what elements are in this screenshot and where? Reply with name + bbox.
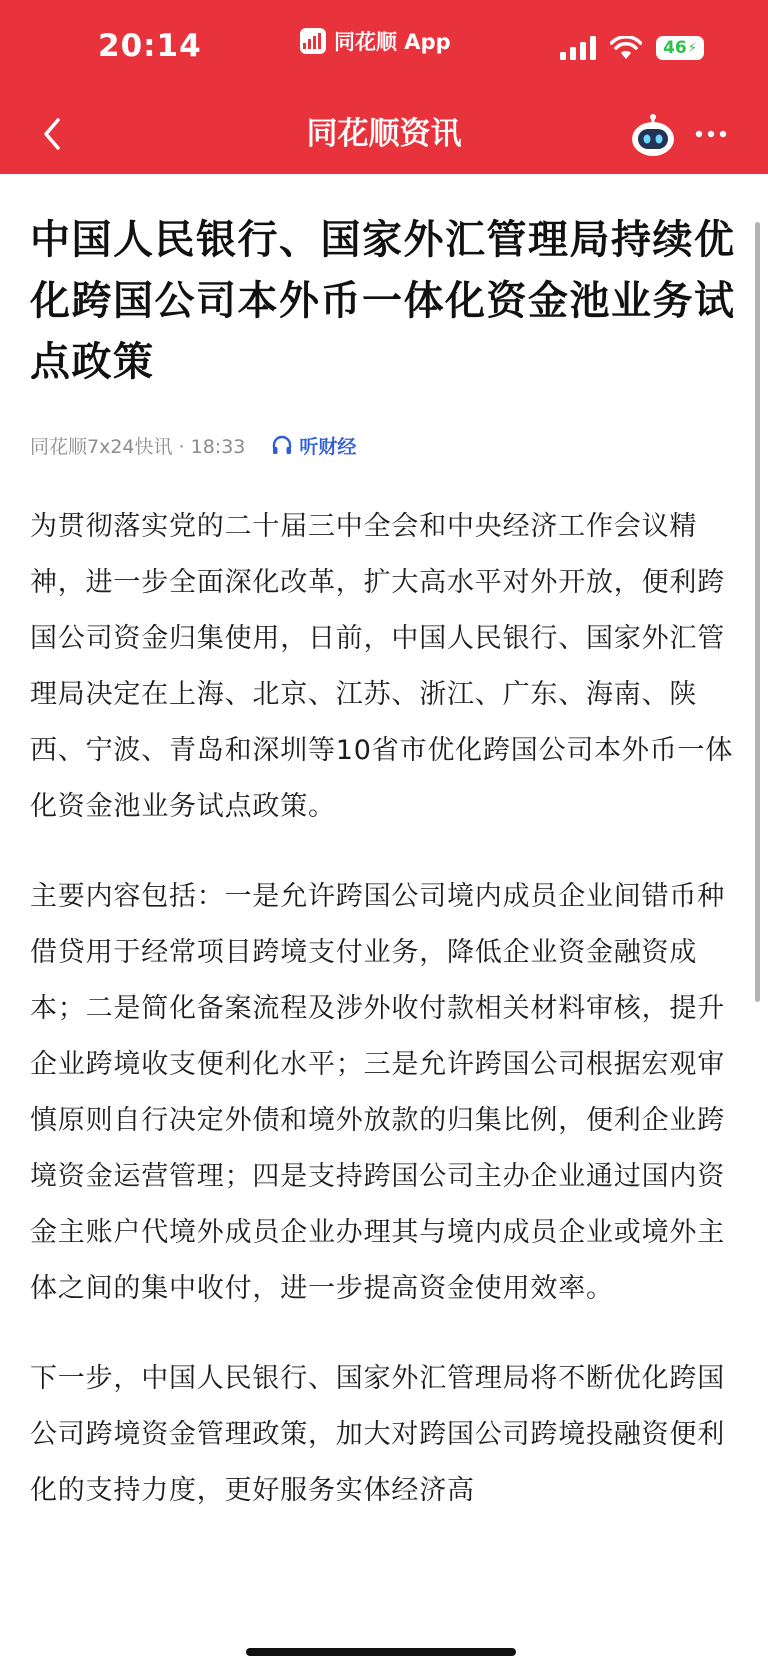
article-paragraph-3: 下一步，中国人民银行、国家外汇管理局将不断优化跨国公司跨境资金管理政策，加大对跨国公司跨境投融资便利化的支持力度，更好服务实体经济高	[30, 1363, 725, 1506]
battery-level: 46	[663, 37, 687, 58]
headphones-icon	[271, 434, 293, 456]
home-indicator[interactable]	[246, 1648, 516, 1656]
scrollbar[interactable]	[755, 222, 760, 1002]
article-paragraph-1: 为贯彻落实党的二十届三中全会和中央经济工作会议精神，进一步全面深化改革，扩大高水平对外开放，便利跨国公司资金归集使用，日前，中国人民银行、国家外汇管理局决定在上海、北京、江苏、浙江、广东、海南、陕西、宁波、青岛和深圳等10省市优化跨国公司本外币一体化资金池业务试点政策。	[30, 511, 734, 822]
listen-button[interactable]	[271, 432, 356, 459]
top-header	[0, 0, 768, 174]
signal-icon	[560, 36, 596, 60]
article-paragraph-2: 主要内容包括：一是允许跨国公司境内成员企业间错币种借贷用于经常项目跨境支付业务，降低企业资金融资成本；二是简化备案流程及涉外收付款相关材料审核，提升企业跨境收支便利化水平；三是允许跨国公司根据宏观审慎原则自行决定外债和境外放款的归集比例，便利企业跨境资金运营管理；四是支持跨国公司主办企业通过国内资金主账户代境外成员企业办理其与境内成员企业或境外主体之间的集中收付，进一步提高资金使用效率。	[30, 881, 725, 1304]
article-source-time: 同花顺7x24快讯 · 18:33	[30, 435, 246, 458]
robot-assistant-icon[interactable]	[630, 112, 676, 158]
status-time: 20:14	[98, 28, 202, 64]
app-logo-icon	[300, 28, 326, 54]
status-app-indicator	[300, 26, 451, 56]
status-indicators	[560, 36, 704, 60]
article-meta	[30, 425, 742, 465]
battery-icon: 46 ⚡	[656, 36, 704, 60]
article-title: 中国人民银行、国家外汇管理局持续优化跨国公司本外币一体化资金池业务试点政策	[30, 217, 736, 385]
navbar-title: 同花顺资讯	[306, 116, 462, 152]
article-content	[30, 174, 742, 1519]
status-app-name: 同花顺 App	[334, 30, 451, 54]
more-dots-icon[interactable]	[694, 128, 728, 140]
wifi-icon	[610, 36, 642, 60]
listen-label: 听财经	[299, 435, 357, 458]
